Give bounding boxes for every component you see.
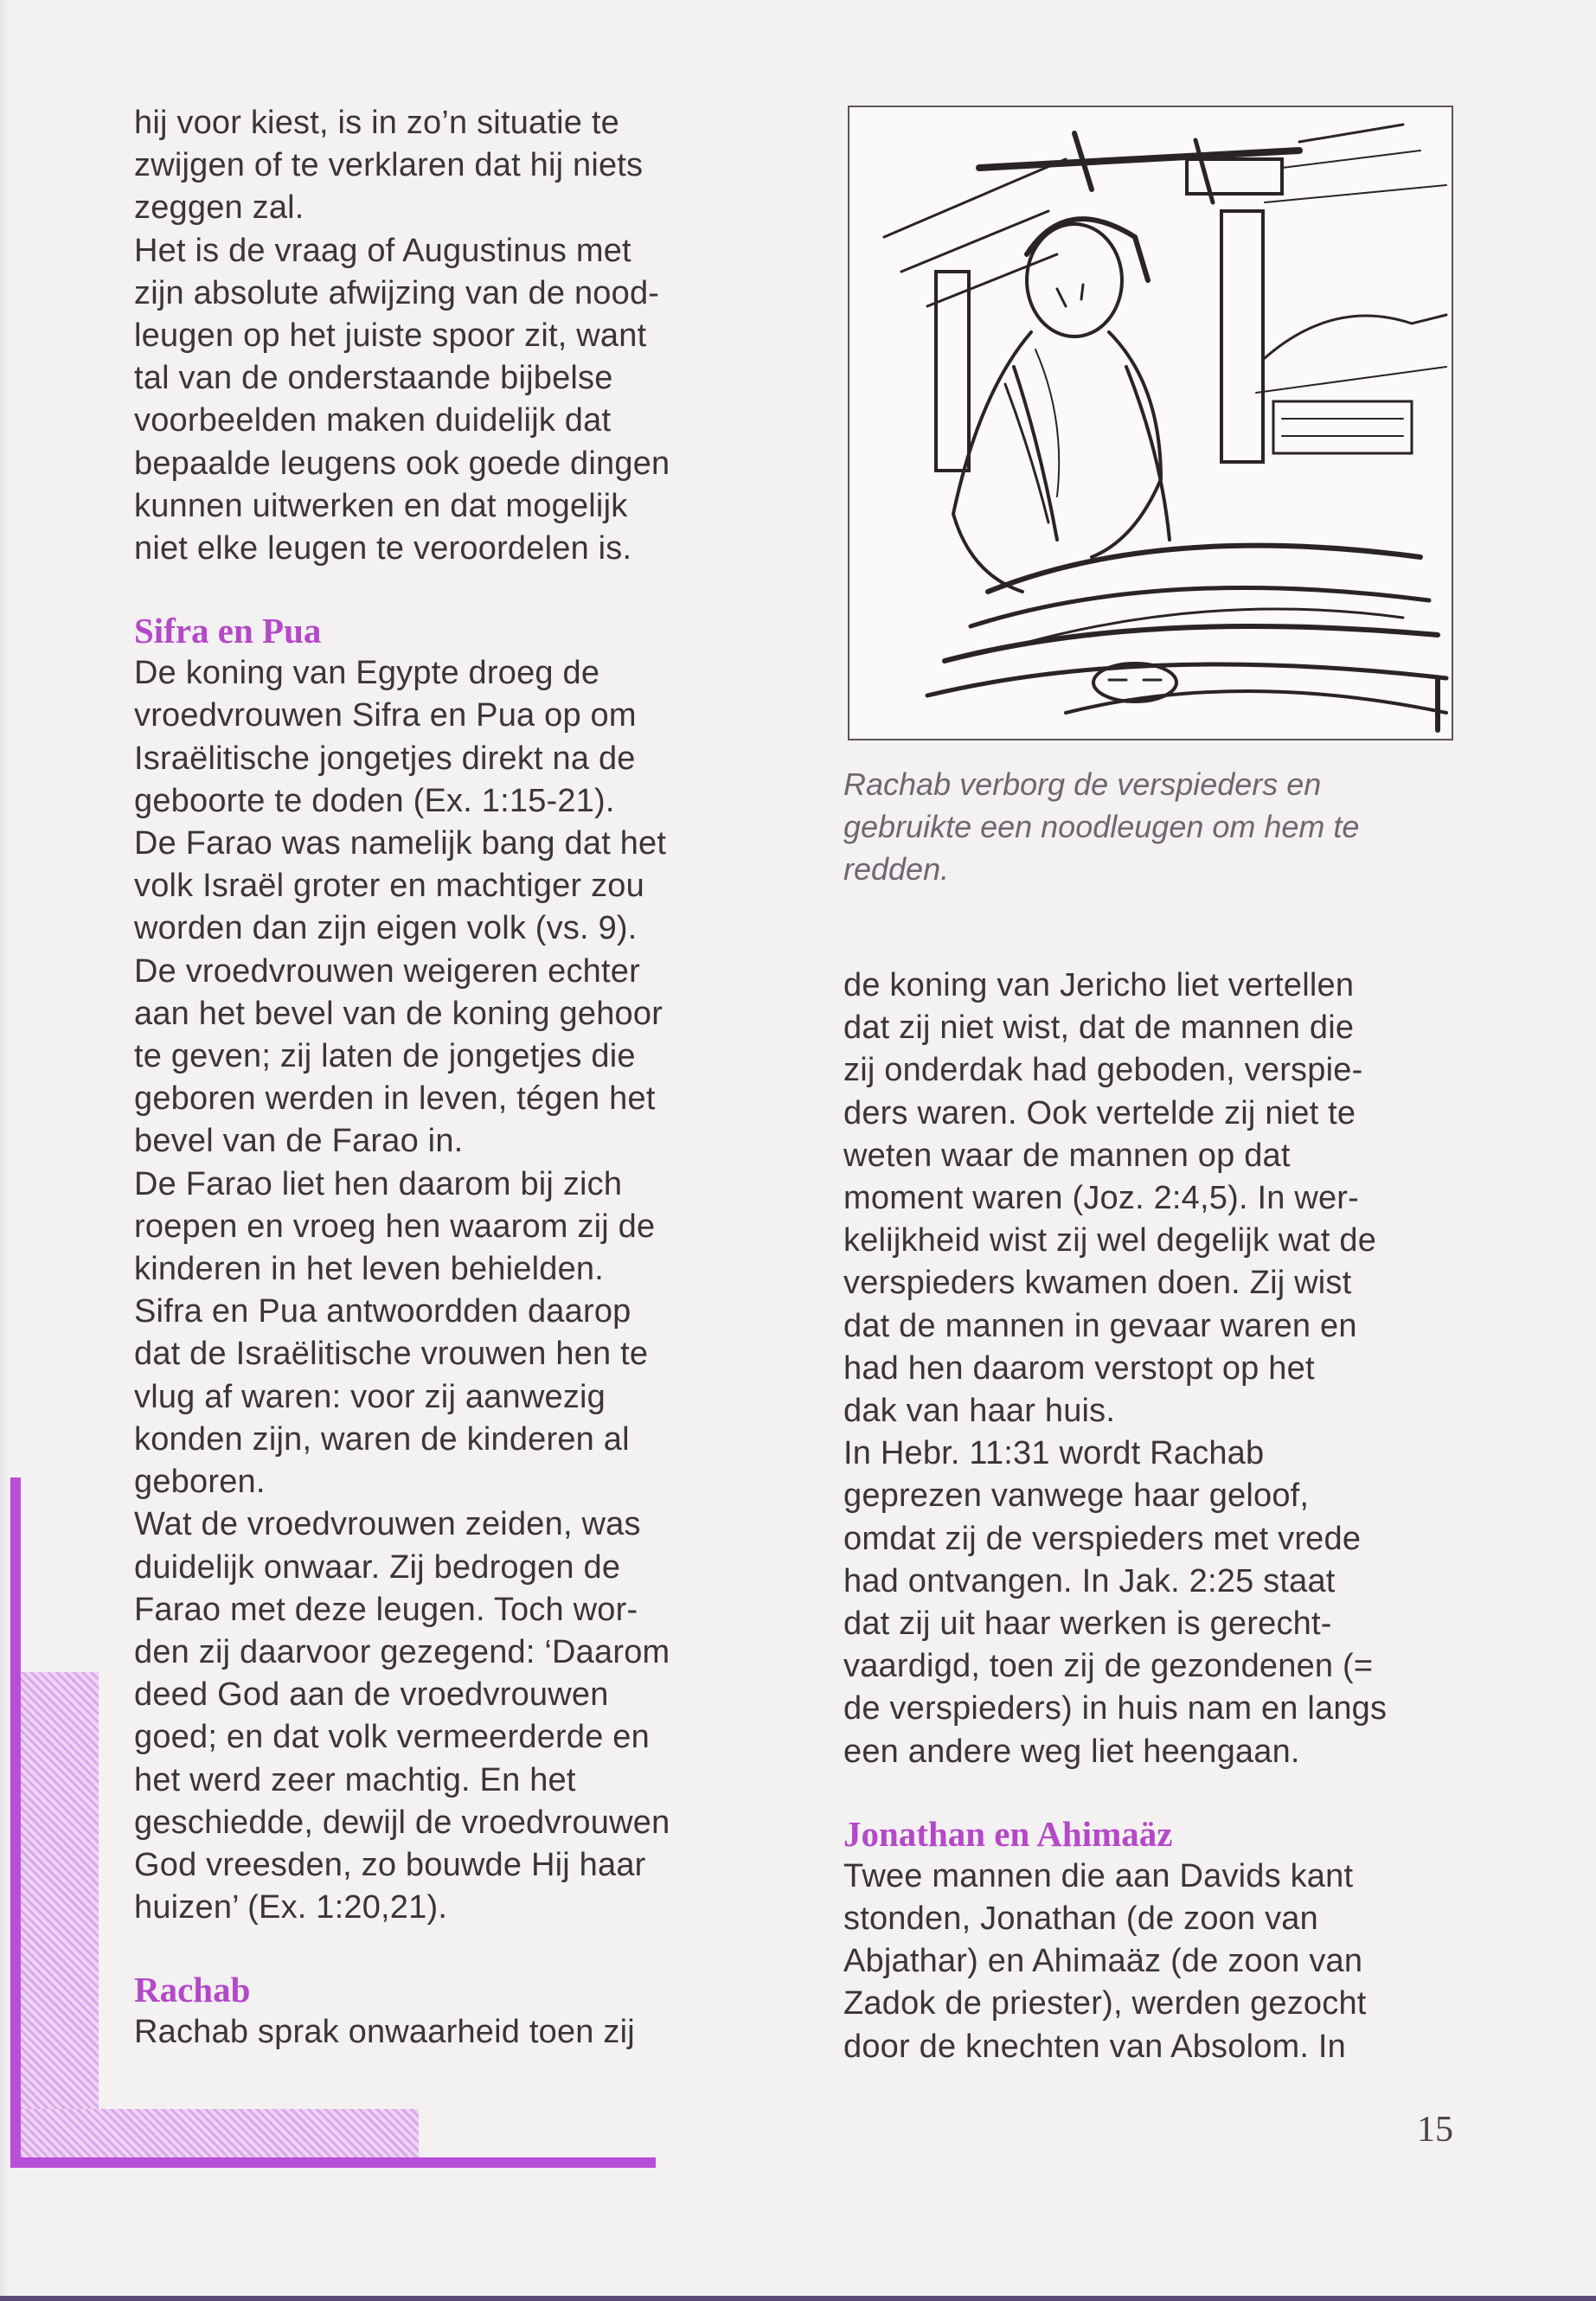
heading-jonathan-en-ahimaaz: Jonathan en Ahimaäz [843,1813,1173,1854]
decorative-bar-horizontal [10,2157,656,2168]
decorative-bar-vertical [10,1477,21,2168]
rachab-drawing [849,107,1452,739]
sifra-paragraph-2: De Farao liet hen daarom bij zich roepen en vroeg hen waarom zij de kinderen in het leven behielden. Sifra en Pua antwoordden daarop dat de Israëlitische vrouwen hen te vlug af waren: voor zij aanwezig konden zijn, waren de kinderen al geboren. [134,1165,656,1501]
rachab-paragraph-1: de koning van Jericho liet vertellen dat zij niet wist, dat de mannen die zij onderdak had geboden, verspie- ders waren. Ook vertelde zij niet te weten waar de mannen op dat moment waren (Joz. 2:4,5). In wer- kelijkheid wist zij wel degelijk wat de verspieders kwamen doen. Zij wist dat de mannen in gevaar waren en had hen daarom verstopt op het dak van haar huis. [843,967,1377,1430]
decorative-hatch-block [21,1672,99,2109]
page-number: 15 [1417,2110,1453,2150]
rachab-intro: Rachab sprak onwaarheid toen zij [134,2014,635,2051]
illustration-caption: Rachab verborg de verspieders en gebruikte een noodleugen om hem te redden. [843,766,1360,887]
rachab-illustration [848,106,1453,740]
heading-rachab: Rachab [134,1970,251,2010]
page-edge [0,0,9,2301]
decorative-hatch-strip [21,2109,419,2157]
intro-paragraph: hij voor kiest, is in zo’n situatie te zwijgen of te verklaren dat hij niets zeggen zal. [134,105,644,227]
augustinus-paragraph: Het is de vraag of Augustinus met zijn absolute afwijzing van de nood- leugen op het juiste spoor zit, want tal van de onderstaande bijbelse voorbeelden maken duidelijk dat bepaalde leugens ook goede dingen kunnen uitwerken en dat mogelijk niet elke leugen te veroordelen is. [134,232,670,567]
sifra-paragraph-1: De koning van Egypte droeg de vroedvrouwen Sifra en Pua op om Israëlitische jongetjes direkt na de geboorte te doden (Ex. 1:15-21). De Farao was namelijk bang dat het volk Israël groter en machtiger zou worden dan zijn eigen volk (vs. 9). De vroedvrouwen weigeren echter aan het bevel van de koning gehoor te geven; zij laten de jongetjes die geboren werden in leven, tégen het bevel van de Farao in. [134,655,667,1160]
left-column [134,102,774,2054]
jonathan-paragraph-1: Twee mannen die aan Davids kant stonden, Jonathan (de zoon van Abjathar) en Ahimaäz (de zoon van Zadok de priester), werden gezocht door de knechten van Absolom. In [843,1857,1367,2065]
rachab-paragraph-2: In Hebr. 11:31 wordt Rachab geprezen vanwege haar geloof, omdat zij de verspieders met vrede had ontvangen. In Jak. 2:25 staat dat zij uit haar werken is gerecht- vaardigd, toen zij de gezondenen (= de verspieders) in huis nam en langs een andere weg liet heengaan. [843,1435,1388,1770]
sifra-paragraph-3: Wat de vroedvrouwen zeiden, was duidelijk onwaar. Zij bedrogen de Farao met deze leugen. Toch wor- den zij daarvoor gezegend: ‘Daarom deed God aan de vroedvrouwen goed; en dat volk vermeerderde en het werd zeer machtig. En het geschiedde, dewijl de vroedvrouwen God vreesden, zo bouwde Hij haar huizen’ (Ex. 1:20,21). [134,1506,670,1926]
right-column [843,965,1466,2068]
bottom-edge [0,2296,1596,2301]
heading-sifra-en-pua: Sifra en Pua [134,611,322,651]
